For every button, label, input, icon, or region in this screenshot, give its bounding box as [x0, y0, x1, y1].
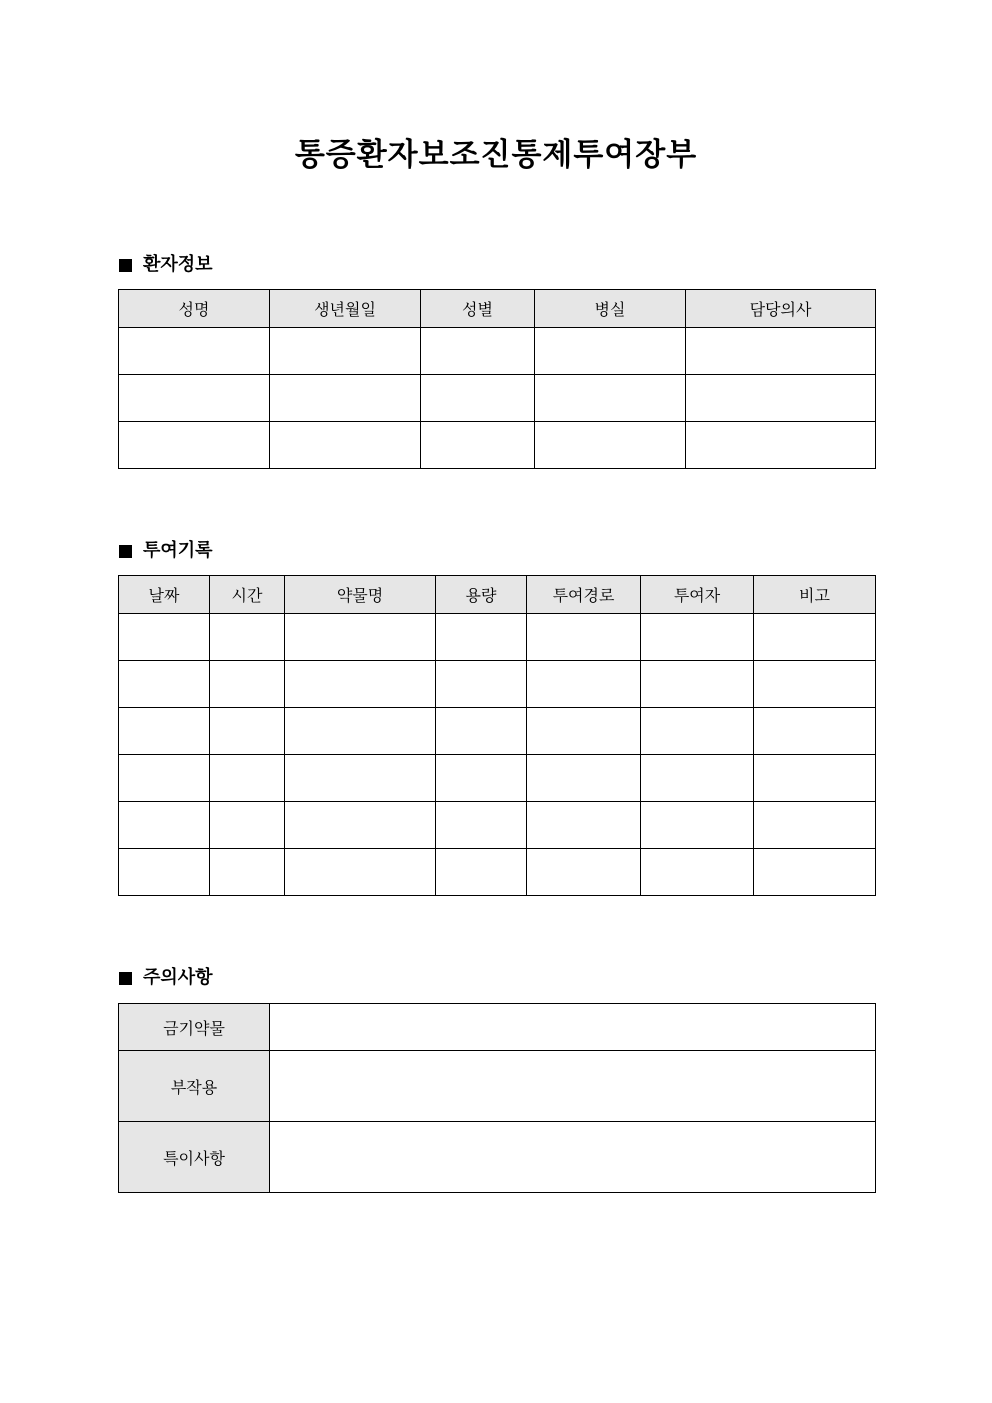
table-cell[interactable]	[754, 661, 876, 708]
table-row	[119, 755, 876, 802]
square-bullet-icon	[119, 545, 132, 558]
column-header-remarks: 비고	[754, 576, 876, 614]
table-cell[interactable]	[210, 661, 285, 708]
table-cell[interactable]	[527, 661, 641, 708]
table-cell[interactable]	[436, 661, 527, 708]
table-row	[119, 661, 876, 708]
page-title: 통증환자보조진통제투여장부	[294, 137, 698, 173]
table-cell[interactable]	[535, 422, 686, 469]
patient-info-table	[118, 289, 876, 469]
table-cell[interactable]	[754, 708, 876, 755]
table-cell[interactable]	[285, 802, 436, 849]
table-cell[interactable]	[285, 708, 436, 755]
patient-info-heading	[119, 253, 213, 277]
column-header-name: 성명	[119, 290, 270, 328]
table-cell[interactable]	[436, 849, 527, 896]
table-cell[interactable]	[436, 802, 527, 849]
table-cell[interactable]	[119, 614, 210, 661]
table-cell[interactable]	[527, 614, 641, 661]
administration-record-heading	[119, 539, 213, 563]
administration-record-table	[118, 575, 876, 896]
table-cell[interactable]	[119, 849, 210, 896]
column-header-time: 시간	[210, 576, 285, 614]
table-cell[interactable]	[210, 755, 285, 802]
table-row	[119, 422, 876, 469]
column-header-route: 투여경로	[527, 576, 641, 614]
table-cell[interactable]	[270, 328, 421, 375]
table-cell[interactable]	[641, 708, 754, 755]
table-cell[interactable]	[686, 422, 876, 469]
side-effects-field[interactable]	[270, 1051, 876, 1122]
table-cell[interactable]	[210, 708, 285, 755]
special-notes-field[interactable]	[270, 1122, 876, 1193]
column-header-administrator: 투여자	[641, 576, 754, 614]
precautions-table	[118, 1003, 876, 1193]
precautions-heading-label: 주의사항	[143, 967, 213, 988]
table-cell[interactable]	[421, 375, 535, 422]
table-cell[interactable]	[527, 708, 641, 755]
table-cell[interactable]	[285, 661, 436, 708]
table-cell[interactable]	[285, 614, 436, 661]
table-cell[interactable]	[436, 614, 527, 661]
square-bullet-icon	[119, 972, 132, 985]
row-header-special-notes: 특이사항	[119, 1122, 270, 1193]
table-cell[interactable]	[285, 755, 436, 802]
table-cell[interactable]	[641, 802, 754, 849]
column-header-birthdate: 생년월일	[270, 290, 421, 328]
column-header-sex: 성별	[421, 290, 535, 328]
table-row	[119, 1122, 876, 1193]
row-header-contraindicated-drugs: 금기약물	[119, 1004, 270, 1051]
table-row	[119, 849, 876, 896]
table-row	[119, 328, 876, 375]
table-row	[119, 1051, 876, 1122]
table-cell[interactable]	[754, 802, 876, 849]
table-cell[interactable]	[535, 375, 686, 422]
table-row	[119, 614, 876, 661]
table-cell[interactable]	[285, 849, 436, 896]
table-cell[interactable]	[641, 614, 754, 661]
table-row	[119, 375, 876, 422]
table-cell[interactable]	[754, 849, 876, 896]
table-row	[119, 802, 876, 849]
table-cell[interactable]	[119, 328, 270, 375]
column-header-drug-name: 약물명	[285, 576, 436, 614]
table-cell[interactable]	[641, 849, 754, 896]
table-cell[interactable]	[641, 661, 754, 708]
table-cell[interactable]	[270, 375, 421, 422]
table-cell[interactable]	[754, 614, 876, 661]
table-cell[interactable]	[270, 422, 421, 469]
table-cell[interactable]	[436, 708, 527, 755]
patient-info-heading-label: 환자정보	[143, 254, 213, 275]
column-header-dose: 용량	[436, 576, 527, 614]
table-cell[interactable]	[421, 328, 535, 375]
table-cell[interactable]	[527, 802, 641, 849]
table-header-row	[119, 290, 876, 328]
table-cell[interactable]	[119, 755, 210, 802]
table-cell[interactable]	[119, 708, 210, 755]
table-cell[interactable]	[119, 661, 210, 708]
column-header-ward: 병실	[535, 290, 686, 328]
column-header-date: 날짜	[119, 576, 210, 614]
table-cell[interactable]	[119, 802, 210, 849]
column-header-doctor: 담당의사	[686, 290, 876, 328]
table-row	[119, 708, 876, 755]
table-cell[interactable]	[641, 755, 754, 802]
table-cell[interactable]	[210, 802, 285, 849]
row-header-side-effects: 부작용	[119, 1051, 270, 1122]
table-cell[interactable]	[210, 849, 285, 896]
table-cell[interactable]	[119, 375, 270, 422]
table-cell[interactable]	[421, 422, 535, 469]
administration-record-heading-label: 투여기록	[143, 540, 213, 561]
precautions-heading	[119, 966, 213, 990]
table-cell[interactable]	[527, 755, 641, 802]
table-cell[interactable]	[686, 375, 876, 422]
table-cell[interactable]	[436, 755, 527, 802]
table-cell[interactable]	[686, 328, 876, 375]
table-cell[interactable]	[119, 422, 270, 469]
table-header-row	[119, 576, 876, 614]
table-cell[interactable]	[754, 755, 876, 802]
contraindicated-drugs-field[interactable]	[270, 1004, 876, 1051]
square-bullet-icon	[119, 259, 132, 272]
table-cell[interactable]	[210, 614, 285, 661]
table-cell[interactable]	[527, 849, 641, 896]
table-row	[119, 1004, 876, 1051]
table-cell[interactable]	[535, 328, 686, 375]
